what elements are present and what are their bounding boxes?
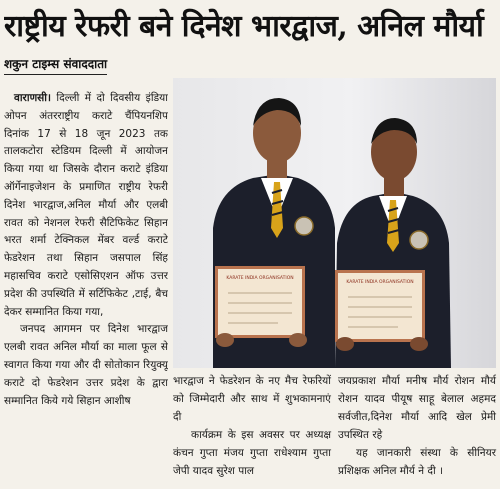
article-column-left [4,90,168,480]
lead-text: दिल्ली में दो दिवसीय इंडिया ओपन अंतरराष्ट्रीय कराटे चैंपियनशिप दिनांक 17 से 18 जून 2023 तक तालकटोरा स्टेडियम दिल्ली में आयोजन किया गया था जिसके दौरान कराटे इंडिया ऑर्गेनाइजेशन के प्रमाणित राष्ट्रीय रेफरी दिनेश भारद्वाज,अनिल मौर्या और एलबी रावत को नेशनल रेफरी सैटिफिकेट सिहान भरत शर्मा टेक्निकल मेंबर वर्ल्ड कराटे फेडरेशन तथा सिहान जसपाल सिंह महासचिव कराटे एसोसिएशन ऑफ उत्तर प्रदेश की उपस्थिति में सर्टिफिकेट ,टाई, बैच देकर सम्मानित किया गया, [4,92,168,318]
mid-paragraph-2: कार्यक्रम के इस अवसर पर अध्यक्ष कंचन गुप्ता मंजय गुप्ता राधेश्याम गुप्ता जेपी यादव सुरेश पाल [173,429,331,477]
paragraph-2: जनपद आगमन पर दिनेश भारद्वाज एलबी रावत अनिल मौर्या का माला फूल से स्वागत किया गया और दी सोतोकान रियुक्यू कराटे दो फेडरेशन उत्तर प्रदेश के द्वारा सम्मानित किये गये सिहान आशीष [4,323,168,407]
right-paragraph-1: जयप्रकाश मौर्या मनीष मौर्य रोशन मौर्य रोशन यादव पीयूष साहू बेलाल अहमद सर्वजीत,दिनेश मौर्या आदि खेल प्रेमी उपस्थित रहे [338,375,496,441]
certificate-title-left: KARATE INDIA ORGANISATION [226,276,294,281]
lead-paragraph [4,90,168,321]
certificate-left [215,266,307,347]
news-photo [173,78,496,368]
article-column-right [338,372,496,480]
right-paragraph-2: यह जानकारी संस्था के सीनियर प्रशिक्षक अनिल मौर्य ने दी । [338,447,496,477]
dateline: वाराणसी। [14,92,51,104]
certificate-title-right: KARATE INDIA ORGANISATION [346,280,414,285]
article-column-middle [173,372,331,480]
mid-paragraph-1: भारद्वाज ने फेडरेशन के नए मैच रेफरियों को जिम्मेदारी और साथ में शुभकामनाएं दी [173,375,331,423]
byline: शकुन टाइम्स संवाददाता [4,55,107,75]
headline: राष्ट्रीय रेफरी बने दिनेश भारद्वाज, अनिल मौर्या [4,9,484,44]
certificate-right [335,270,428,351]
